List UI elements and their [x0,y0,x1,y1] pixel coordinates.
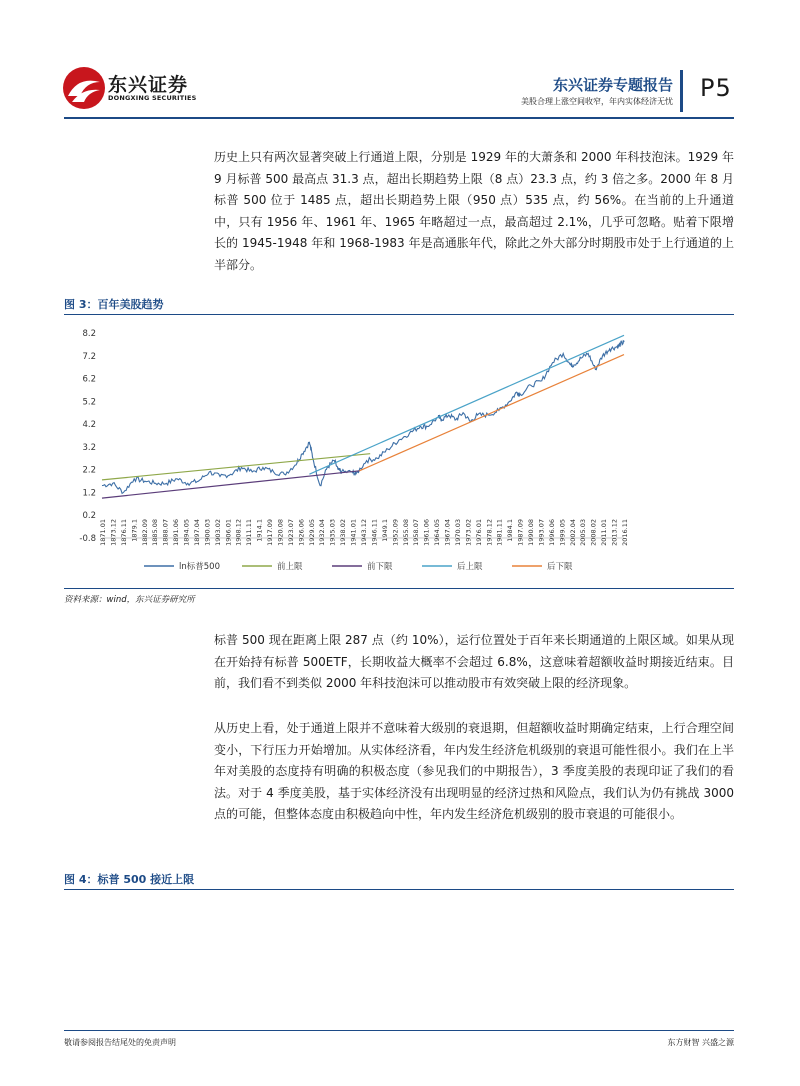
x-tick-label: 1891.06 [172,519,181,546]
logo-text-en: DONGXING SECURITIES [108,94,197,102]
y-tick-label: 2.2 [82,465,96,476]
page-number: P5 [700,74,732,102]
x-tick-label: 1970.03 [453,519,462,546]
x-tick-label: 1897.04 [192,519,201,546]
x-tick-label: 1967.04 [443,519,452,546]
y-tick-label: 5.2 [82,397,96,408]
y-tick-label: 8.2 [82,329,96,339]
x-tick-label: 1900.03 [203,519,212,546]
y-tick-label: 7.2 [82,351,96,362]
y-tick-label: 0.2 [82,511,96,522]
y-tick-label: 1.2 [82,488,96,499]
x-tick-label: 1894.05 [182,519,191,546]
report-title: 东兴证券专题报告 [552,76,673,94]
x-tick-label: 1987.09 [516,519,525,546]
paragraph-upper-limit: 标普 500 现在距离上限 287 点（约 10%），运行位置处于百年来长期通道的上限区域。如果从现在开始持有标普 500ETF，长期收益大概率不会超过 6.8%，这意味着超额收益时期接近结束。目前，我们看不到类似 2000 年科技泡沫可以推动股市有效突破上限的经济现象。 [214,633,734,690]
x-tick-label: 2013.12 [610,519,619,546]
x-tick-label: 1938.02 [339,519,348,546]
logo-mark-icon [62,66,106,110]
x-tick-label: 1917.09 [266,519,275,546]
header-rule [64,117,734,119]
x-tick-label: 1923.07 [286,519,295,546]
series-line-3 [309,335,624,474]
x-tick-label: 1958.07 [412,519,421,546]
paragraph-history: 历史上只有两次显著突破上行通道上限，分别是 1929 年的大萧条和 2000 年科技泡沫。1929 年 9 月标普 500 最高点 31.3 点，超出长期趋势上限（8 点）23.3 点，约 3 倍之多。2000 年 8 月标普 500 位于 1485 点，超出长期趋势上限（950 点）535 点，约 56%。在当前的上升通道中，只有 1956 年、1961 年、1965 年略超过一点，最高超过 2.1%，几乎可忽略。贴着下限增长的 1945-1948 年和 1968-1983 年是高通胀年代，除此之外大部分时期股市处于上行通道的上半部分。 [214,150,734,272]
x-tick-label: 1885.08 [151,519,160,546]
series-line-0 [102,340,624,493]
legend-label: 前上限 [277,562,303,572]
x-tick-label: 1903.02 [213,519,222,546]
x-tick-label: 1873.12 [109,519,118,546]
figure3-bottom-rule [64,588,734,589]
figure4-rule [64,889,734,890]
x-tick-label: 1990.08 [527,519,536,546]
series-line-1 [102,454,370,480]
x-tick-label: 1914.1 [255,519,264,542]
x-tick-label: 1961.06 [422,519,431,546]
footer-rule [64,1030,734,1031]
x-tick-label: 1929.05 [307,519,316,546]
x-tick-label: 1882.09 [140,519,149,546]
company-logo [62,66,202,110]
logo-text-cn: 东兴证券 [108,74,189,96]
y-tick-label: 6.2 [82,374,96,385]
paragraph-outlook: 从历史上看，处于通道上限并不意味着大级别的衰退期，但超额收益时期确定结束，上行合理空间变小，下行压力开始增加。从实体经济看，年内发生经济危机级别的衰退可能性很小。我们在上半年对美股的态度持有明确的积极态度（参见我们的中期报告），3 季度美股的表现印证了我们的看法。对于 4 季度美股，基于实体经济没有出现明显的经济过热和风险点，我们认为仍有挑战 3000 点的可能，但整体态度由积极趋向中性，年内发生经济危机级别的股市衰退的可能很小。 [214,721,734,821]
x-tick-label: 1946.11 [370,519,379,546]
y-tick-label: 4.2 [82,420,96,431]
x-tick-label: 2005.03 [579,519,588,546]
x-tick-label: 1955.08 [401,519,410,546]
figure3-caption: 图 3：百年美股趋势 [64,298,164,311]
x-tick-label: 1906.01 [224,519,233,546]
x-tick-label: 1949.1 [380,519,389,542]
x-tick-label: 1911.11 [245,519,254,546]
x-tick-label: 1935.03 [328,519,337,546]
x-tick-label: 1908.12 [234,519,243,546]
x-tick-label: 1871.01 [99,519,107,546]
legend-label: 后上限 [457,562,483,572]
x-tick-label: 2008.02 [589,519,598,546]
x-tick-label: 1964.05 [433,519,442,546]
x-tick-label: 1879.1 [130,519,139,542]
x-tick-label: 1976.01 [474,519,483,546]
x-tick-label: 1984.1 [506,519,515,542]
x-tick-label: 1876.11 [119,519,128,546]
x-tick-label: 1941.01 [349,519,358,546]
sp500-century-chart [64,318,732,580]
header-divider [680,70,683,112]
x-tick-label: 2011.01 [600,519,609,546]
footer-disclaimer: 敬请参阅报告结尾处的免责声明 [64,1038,176,1047]
x-tick-label: 1981.11 [495,519,504,546]
x-tick-label: 1973.02 [464,519,473,546]
legend-label: ln标普500 [179,562,220,572]
x-tick-label: 1996.06 [547,519,556,546]
x-tick-label: 1932.04 [318,519,327,546]
series-line-4 [359,355,624,471]
x-tick-label: 1943.12 [360,519,368,546]
figure3-source: 资料来源：wind，东兴证券研究所 [64,595,195,605]
legend-label: 后下限 [547,562,573,572]
x-tick-label: 1993.07 [537,519,546,546]
y-tick-label: 3.2 [82,442,96,453]
y-tick-label: -0.8 [79,534,96,544]
footer-slogan: 东方财智 兴盛之源 [667,1038,734,1047]
x-tick-label: 1999.05 [558,519,567,546]
x-tick-label: 1926.06 [297,519,306,546]
x-tick-label: 2002.04 [568,519,577,546]
figure4-caption: 图 4：标普 500 接近上限 [64,873,195,886]
x-tick-label: 1888.07 [161,519,170,546]
figure3-rule [64,314,734,315]
x-tick-label: 1978.12 [485,519,494,546]
x-tick-label: 1920.08 [276,519,285,546]
report-subtitle: 美股合理上涨空间收窄，年内实体经济无忧 [521,97,673,106]
legend-label: 前下限 [367,562,393,572]
x-tick-label: 1952.09 [391,519,400,546]
x-tick-label: 2016.11 [621,519,629,546]
